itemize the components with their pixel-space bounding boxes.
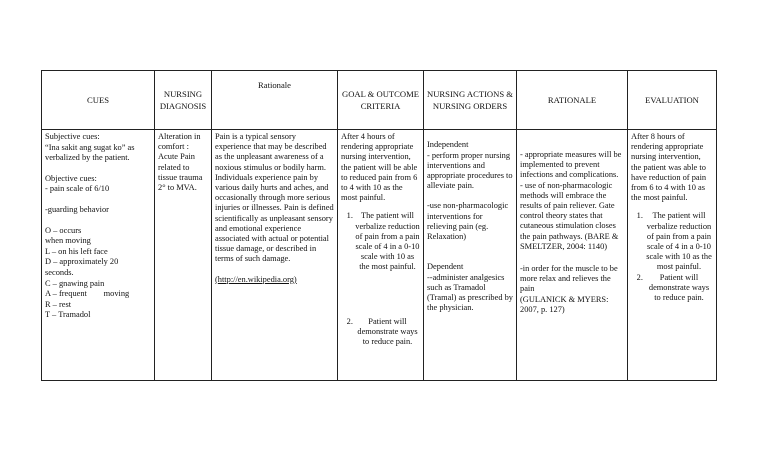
independent-text: - perform proper nursing interventions and appropriate procedures to alleviate pain. (427, 150, 513, 191)
cue-t: T – Tramadol (45, 310, 91, 320)
dependent-label: Dependent (427, 262, 464, 272)
goal-cell (338, 130, 424, 381)
rationale2-p3: -in order for the muscle to be more relax and relieves the pain (520, 264, 618, 294)
evaluation-item-1: 1. The patient will verbalize reduction of pain from a pain scale of 4 in a 0-10 scale with 10 as the most painful. (645, 211, 713, 272)
cue-d-line1: D – approximately 20 (45, 257, 119, 267)
header-nursing-actions: NURSING ACTIONS & NURSING ORDERS (424, 71, 517, 130)
evaluation-intro: After 8 hours of rendering appropriate nursing intervention, the patient was able to have reduction of pain from 6 to 4 with 10 as the most painful. (631, 132, 707, 203)
independent-label: Independent (427, 140, 469, 149)
nursing-care-plan-table (41, 70, 717, 381)
cue-d-line2: seconds. (45, 267, 74, 277)
objective-label: Objective cues: (45, 173, 97, 183)
header-rationale: Rationale (212, 71, 338, 130)
cue-c: C – gnawing pain (45, 278, 105, 288)
cue-a: A – frequent moving (45, 289, 130, 299)
guarding-text: -guarding behavior (45, 204, 109, 214)
cue-o-line1: O – occurs (45, 225, 82, 235)
cue-o-line2: when moving (45, 236, 91, 246)
actions-cell (424, 130, 517, 381)
content-row (42, 130, 717, 381)
verbalized-text: verbalized by the patient. (45, 153, 130, 163)
rationale2-p1: - appropriate measures will be implemented to prevent infections and complications. (520, 150, 622, 180)
cue-l: L – on his left face (45, 246, 108, 256)
header-rationale-2: RATIONALE (517, 71, 628, 130)
goal-item-1: 1. The patient will verbalize reduction of pain from a pain scale of 4 in a 0-10 scale with 10 as the most painful. (355, 211, 420, 272)
rationale2-cell (517, 130, 628, 381)
header-row (42, 71, 717, 130)
rationale-cell (212, 130, 338, 381)
header-goal-outcome: GOAL & OUTCOME CRITERIA (338, 71, 424, 130)
goal-list (341, 211, 420, 347)
header-evaluation: EVALUATION (628, 71, 717, 130)
rationale2-p2: - use of non-pharmacologic methods will embrace the results of pain reliever. Gate control theory states that cutaneous stimulation closes the pain pathways. (BARE & SMELTZER, 2004: 1140) (520, 180, 619, 251)
cue-r: R – rest (45, 299, 72, 309)
diagnosis-text: Alteration in comfort : Acute Pain related to tissue trauma 2° to MVA. (158, 132, 203, 193)
cues-cell (42, 130, 155, 381)
rationale-source-link[interactable]: (http://en.wikipedia.org) (215, 274, 297, 284)
nonpharm-text: -use non-pharmacologic interventions for relieving pain (eg. Relaxation) (427, 201, 509, 242)
diagnosis-cell (155, 130, 212, 381)
evaluation-item-2: 2. Patient will demonstrate ways to reduce pain. (645, 273, 713, 304)
evaluation-cell (628, 130, 717, 381)
subjective-label: Subjective cues: (45, 132, 100, 141)
evaluation-list (631, 211, 713, 303)
dependent-text: --administer analgesics such as Tramadol (Tramal) as prescribed by the physician. (427, 272, 513, 313)
header-cues: CUES (42, 71, 155, 130)
goal-item-2: 2. Patient will demonstrate ways to reduce pain. (355, 317, 420, 348)
header-nursing-diagnosis: NURSING DIAGNOSIS (155, 71, 212, 130)
rationale2-citation: (GULANICK & MYERS: 2007, p. 127) (520, 294, 609, 314)
rationale-text: Pain is a typical sensory experience that may be described as the unpleasant awareness of a noxious stimulus or bodily harm. Individuals experience pain by various daily hurts and aches, and occasionally through more serious injuries or illnesses. Pain is defined scientifically as unpleasant sensory and emotional experience associated with actual or potential tissue damage, or described in terms of such damage. (215, 132, 334, 264)
goal-intro: After 4 hours of rendering appropriate nursing intervention, the patient will be able to reduced pain from 6 to 4 with 10 as the most painful. (341, 132, 418, 203)
patient-quote: “Ina sakit ang sugat ko” as (45, 142, 135, 152)
pain-scale-text: - pain scale of 6/10 (45, 184, 110, 194)
